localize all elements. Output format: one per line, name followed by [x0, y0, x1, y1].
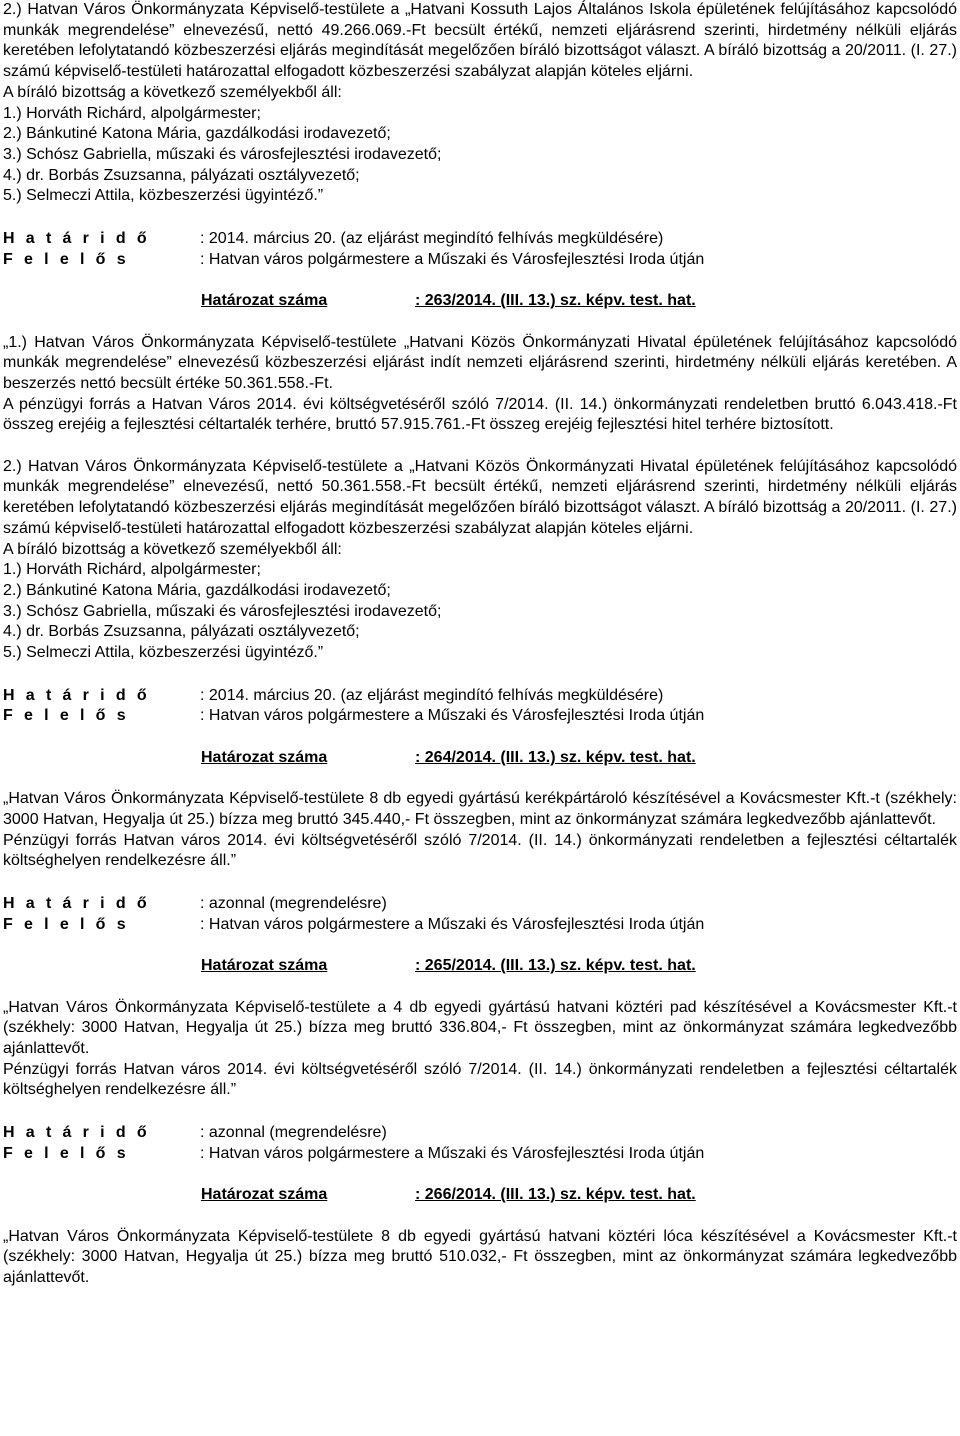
committee-member: 3.) Schósz Gabriella, műszaki és városfejlesztési irodavezető; — [3, 145, 442, 163]
resolution-number: : 263/2014. (III. 13.) sz. képv. test. hat. — [415, 292, 696, 310]
deadline-row — [3, 1123, 957, 1144]
committee-member: 3.) Schósz Gabriella, műszaki és városfejlesztési irodavezető; — [3, 602, 442, 620]
resolution-number-row — [3, 748, 957, 769]
committee-member: 1.) Horváth Richárd, alpolgármester; — [3, 104, 261, 122]
paragraph: „Hatvan Város Önkormányzata Képviselő-testülete a 4 db egyedi gyártású hatvani köztéri pad készítésével a Kovácsmester Kft.-t (székhely: 3000 Hatvan, Hegyalja út 25.) bízza meg bruttó 336.804,- Ft összegben, mint az önkormányzat számára legkedvezőbb ajánlattevőt. — [3, 998, 957, 1057]
responsible-value: : Hatvan város polgármestere a Műszaki és Városfejlesztési Iroda útján — [200, 250, 705, 268]
paragraph: „Hatvan Város Önkormányzata Képviselő-testülete 8 db egyedi gyártású kerékpártároló készítésével a Kovácsmester Kft.-t (székhely: 3000 Hatvan, Hegyalja út 25.) bízza meg bruttó 345.440,- Ft összegben, mint az önkormányzat számára legkedvezőbb ajánlattevőt. — [3, 790, 957, 828]
deadline-row — [3, 229, 957, 250]
responsible-value: : Hatvan város polgármestere a Műszaki és Városfejlesztési Iroda útján — [200, 915, 705, 933]
deadline-label: H a t á r i d ő — [3, 230, 151, 248]
resolution-number: : 264/2014. (III. 13.) sz. képv. test. hat. — [415, 748, 696, 766]
deadline-label: H a t á r i d ő — [3, 895, 151, 913]
deadline-value: : 2014. március 20. (az eljárást megindító felhívás megküldésére) — [200, 230, 664, 248]
committee-member: 4.) dr. Borbás Zsuzsanna, pályázati osztályvezető; — [3, 623, 360, 641]
responsible-label: F e l e l ő s — [3, 250, 130, 268]
committee-intro: A bíráló bizottság a következő személyekből áll: — [3, 83, 342, 101]
committee-member: 4.) dr. Borbás Zsuzsanna, pályázati osztályvezető; — [3, 166, 360, 184]
resolution-label: Határozat száma — [201, 957, 328, 975]
committee-intro: A bíráló bizottság a következő személyekből áll: — [3, 540, 342, 558]
responsible-row — [3, 1144, 957, 1165]
paragraph: „Hatvan Város Önkormányzata Képviselő-testülete 8 db egyedi gyártású hatvani köztéri lóca készítésével a Kovácsmester Kft.-t (székhely: 3000 Hatvan, Hegyalja út 25.) bízza meg bruttó 510.032,- Ft összegben, mint az önkormányzat számára legkedvezőbb ajánlattevőt. — [3, 1227, 957, 1286]
responsible-label: F e l e l ő s — [3, 1144, 130, 1162]
deadline-row — [3, 686, 957, 707]
paragraph: „1.) Hatvan Város Önkormányzata Képviselő-testülete „Hatvani Közös Önkormányzati Hivatal épületének felújításához kapcsolódó munkák megrendelése” elnevezésű közbeszerzési eljárást indít nemzeti eljárásrend szerinti, hirdetmény nélküli eljárás keretében. A beszerzés nettó becsült értéke 50.361.558.-Ft. — [3, 333, 957, 392]
paragraph: Pénzügyi forrás Hatvan város 2014. évi költségvetéséről szóló 7/2014. (II. 14.) önkormányzati rendeletben a fejlesztési céltartalék költséghelyen rendelkezésre áll.” — [3, 1060, 957, 1099]
deadline-label: H a t á r i d ő — [3, 1124, 151, 1142]
committee-member: 2.) Bánkutiné Katona Mária, gazdálkodási irodavezető; — [3, 581, 391, 599]
resolution-number: : 266/2014. (III. 13.) sz. képv. test. hat. — [415, 1186, 696, 1204]
committee-member: 5.) Selmeczi Attila, közbeszerzési ügyintéző.” — [3, 187, 324, 205]
responsible-value: : Hatvan város polgármestere a Műszaki és Városfejlesztési Iroda útján — [200, 707, 705, 725]
paragraph: 2.) Hatvan Város Önkormányzata Képviselő-testülete a „Hatvani Kossuth Lajos Általános Iskola épületének felújításához kapcsolódó munkák megrendelése” elnevezésű, nettó 49.266.069.-Ft becsült értékű, nemzeti eljárásrend szerinti, hirdetmény nélküli eljárás keretében lefolytatandó közbeszerzési eljárás megindítását megelőzően bíráló bizottságot választ. A bíráló bizottság a 20/2011. (I. 27.) számú képviselő-testületi határozattal elfogadott közbeszerzési szabályzat alapján köteles eljárni. — [3, 1, 957, 81]
responsible-row — [3, 915, 957, 936]
resolution-number-row — [3, 291, 957, 312]
deadline-value: : azonnal (megrendelésre) — [200, 895, 387, 913]
paragraph: Pénzügyi forrás Hatvan város 2014. évi költségvetéséről szóló 7/2014. (II. 14.) önkormányzati rendeletben a fejlesztési céltartalék költséghelyen rendelkezésre áll.” — [3, 831, 957, 870]
resolution-number-row — [3, 956, 957, 977]
resolution-number: : 265/2014. (III. 13.) sz. képv. test. hat. — [415, 957, 696, 975]
resolution-number-row — [3, 1185, 957, 1206]
resolution-label: Határozat száma — [201, 292, 328, 310]
committee-member: 5.) Selmeczi Attila, közbeszerzési ügyintéző.” — [3, 644, 324, 662]
resolution-label: Határozat száma — [201, 1186, 328, 1204]
responsible-row — [3, 706, 957, 727]
deadline-label: H a t á r i d ő — [3, 686, 151, 704]
paragraph: 2.) Hatvan Város Önkormányzata Képviselő-testülete a „Hatvani Közös Önkormányzati Hivatal épületének felújításához kapcsolódó munkák megrendelése” elnevezésű, nettó 50.361.558.-Ft becsült értékű, nemzeti eljárásrend szerinti, hirdetmény nélküli eljárás keretében lefolytatandó közbeszerzési eljárás megindítását megelőzően bíráló bizottságot választ. A bíráló bizottság a 20/2011. (I. 27.) számú képviselő-testületi határozattal elfogadott közbeszerzési szabályzat alapján köteles eljárni. — [3, 457, 957, 537]
responsible-value: : Hatvan város polgármestere a Műszaki és Városfejlesztési Iroda útján — [200, 1144, 705, 1162]
paragraph: A pénzügyi forrás a Hatvan Város 2014. évi költségvetéséről szóló 7/2014. (II. 14.) önkormányzati rendeletben bruttó 6.043.418.-Ft összeg erejéig a fejlesztési céltartalék terhére, bruttó 57.915.761.-Ft összeg erejéig fejlesztési hitel terhére biztosított. — [3, 395, 957, 434]
deadline-row — [3, 894, 957, 915]
responsible-label: F e l e l ő s — [3, 915, 130, 933]
responsible-row — [3, 250, 957, 271]
deadline-value: : azonnal (megrendelésre) — [200, 1124, 387, 1142]
resolution-label: Határozat száma — [201, 748, 328, 766]
responsible-label: F e l e l ő s — [3, 707, 130, 725]
deadline-value: : 2014. március 20. (az eljárást megindító felhívás megküldésére) — [200, 686, 664, 704]
committee-member: 2.) Bánkutiné Katona Mária, gazdálkodási irodavezető; — [3, 125, 391, 143]
committee-member: 1.) Horváth Richárd, alpolgármester; — [3, 561, 261, 579]
